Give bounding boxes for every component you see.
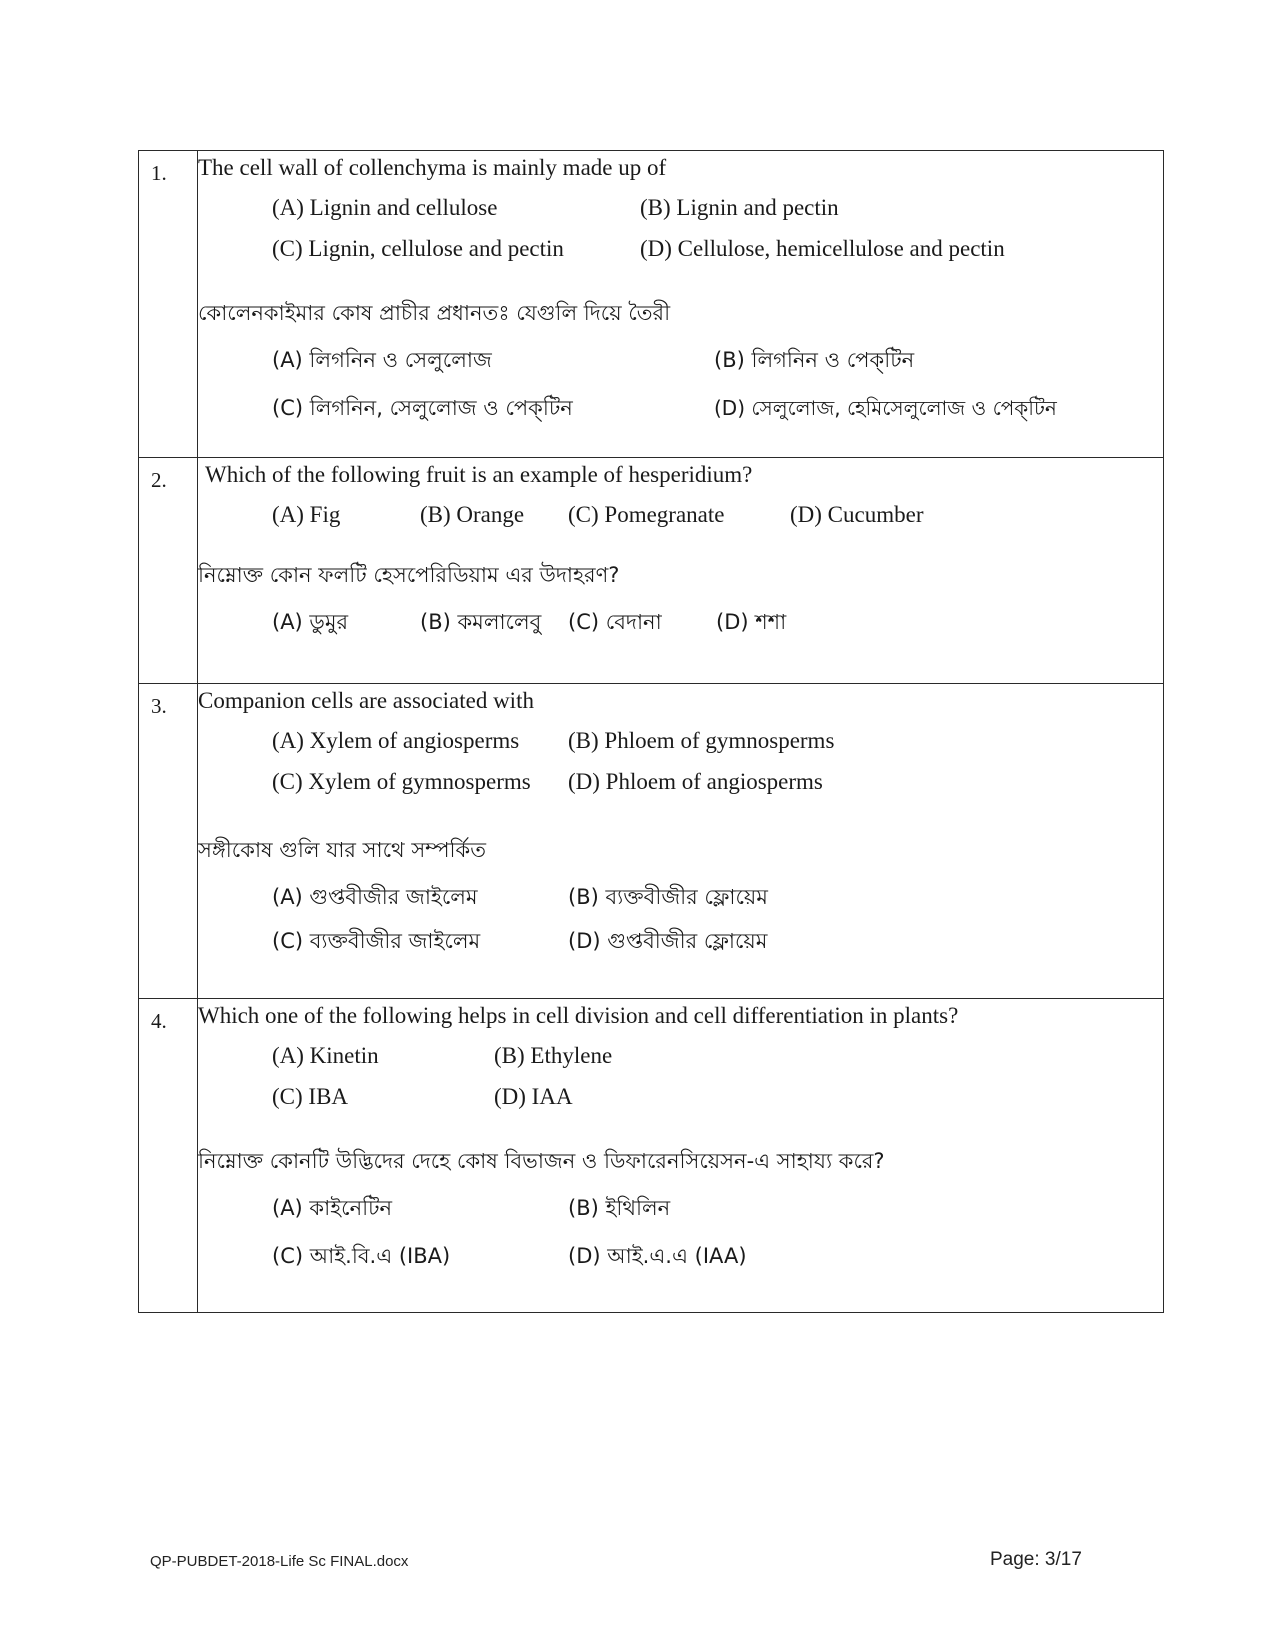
option-c-en: (C) IBA bbox=[272, 1084, 349, 1109]
option-d-bn: (D) সেলুলোজ, হেমিসেলুলোজ ও পেক্‌টিন bbox=[714, 396, 1057, 420]
question-row bbox=[139, 151, 1164, 458]
question-number-cell bbox=[139, 458, 198, 684]
option-a-en: (A) Kinetin bbox=[272, 1043, 379, 1068]
question-stem-en: Which one of the following helps in cell division and cell differentiation in plants? bbox=[198, 1003, 959, 1028]
question-stem-bn: কোলেনকাইমার কোষ প্রাচীর প্রধানতঃ যেগুলি দিয়ে তৈরী bbox=[198, 301, 671, 325]
question-number: 1. bbox=[151, 161, 167, 185]
option-d-en: (D) Cucumber bbox=[790, 502, 924, 527]
option-c-bn: (C) লিগনিন, সেলুলোজ ও পেক্‌টিন bbox=[272, 396, 573, 420]
option-a-bn: (A) গুপ্তবীজীর জাইলেম bbox=[272, 885, 478, 909]
question-stem-en: Companion cells are associated with bbox=[198, 688, 534, 713]
option-b-en: (B) Orange bbox=[420, 502, 525, 527]
option-d-bn: (D) শশা bbox=[716, 610, 787, 634]
option-a-bn: (A) লিগনিন ও সেলুলোজ bbox=[272, 348, 492, 372]
option-b-en: (B) Ethylene bbox=[494, 1043, 613, 1068]
footer-file-name: QP-PUBDET-2018-Life Sc FINAL.docx bbox=[150, 1553, 409, 1570]
question-number: 2. bbox=[151, 468, 167, 492]
question-row bbox=[139, 684, 1164, 999]
option-d-en: (D) Cellulose, hemicellulose and pectin bbox=[640, 236, 1005, 261]
option-c-en: (C) Xylem of gymnosperms bbox=[272, 769, 531, 794]
option-a-bn: (A) কাইনেটিন bbox=[272, 1196, 393, 1220]
option-b-bn: (B) লিগনিন ও পেক্‌টিন bbox=[714, 348, 915, 372]
option-c-en: (C) Pomegranate bbox=[568, 502, 725, 527]
option-c-bn: (C) বেদানা bbox=[568, 610, 662, 634]
option-b-bn: (B) ইথিলিন bbox=[568, 1196, 671, 1220]
question-number: 3. bbox=[151, 694, 167, 718]
option-d-bn: (D) আই.এ.এ (IAA) bbox=[568, 1244, 747, 1268]
question-number-cell bbox=[139, 151, 198, 458]
question-number-cell bbox=[139, 684, 198, 999]
option-a-en: (A) Lignin and cellulose bbox=[272, 195, 498, 220]
option-d-en: (D) Phloem of angiosperms bbox=[568, 769, 823, 794]
question-body bbox=[198, 458, 1164, 684]
option-a-en: (A) Xylem of angiosperms bbox=[272, 728, 520, 753]
option-c-bn: (C) আই.বি.এ (IBA) bbox=[272, 1244, 451, 1268]
question-stem-en: Which of the following fruit is an example of hesperidium? bbox=[205, 462, 753, 487]
option-d-bn: (D) গুপ্তবীজীর ফ্লোয়েম bbox=[568, 929, 768, 953]
question-stem-en: The cell wall of collenchyma is mainly made up of bbox=[198, 155, 667, 180]
question-body bbox=[198, 999, 1164, 1313]
option-c-bn: (C) ব্যক্তবীজীর জাইলেম bbox=[272, 929, 481, 953]
question-body bbox=[198, 684, 1164, 999]
option-b-en: (B) Lignin and pectin bbox=[640, 195, 839, 220]
question-stem-bn: নিম্নোক্ত কোনটি উদ্ভিদের দেহে কোষ বিভাজন ও ডিফারেনসিয়েসন-এ সাহায্য করে? bbox=[198, 1149, 885, 1173]
option-d-en: (D) IAA bbox=[494, 1084, 573, 1109]
footer-page-number: Page: 3/17 bbox=[990, 1549, 1082, 1570]
question-body bbox=[198, 151, 1164, 458]
option-c-en: (C) Lignin, cellulose and pectin bbox=[272, 236, 564, 261]
question-row bbox=[139, 458, 1164, 684]
option-a-en: (A) Fig bbox=[272, 502, 341, 527]
option-b-en: (B) Phloem of gymnosperms bbox=[568, 728, 835, 753]
question-stem-bn: নিম্নোক্ত কোন ফলটি হেসপেরিডিয়াম এর উদাহরণ? bbox=[198, 563, 620, 587]
question-row bbox=[139, 999, 1164, 1313]
question-number-cell bbox=[139, 999, 198, 1313]
question-table bbox=[138, 150, 1164, 1313]
option-a-bn: (A) ডুমুর bbox=[272, 610, 349, 634]
question-stem-bn: সঙ্গীকোষ গুলি যার সাথে সম্পর্কিত bbox=[198, 838, 486, 862]
option-b-bn: (B) কমলালেবু bbox=[420, 610, 542, 634]
option-b-bn: (B) ব্যক্তবীজীর ফ্লোয়েম bbox=[568, 885, 768, 909]
question-number: 4. bbox=[151, 1009, 167, 1033]
